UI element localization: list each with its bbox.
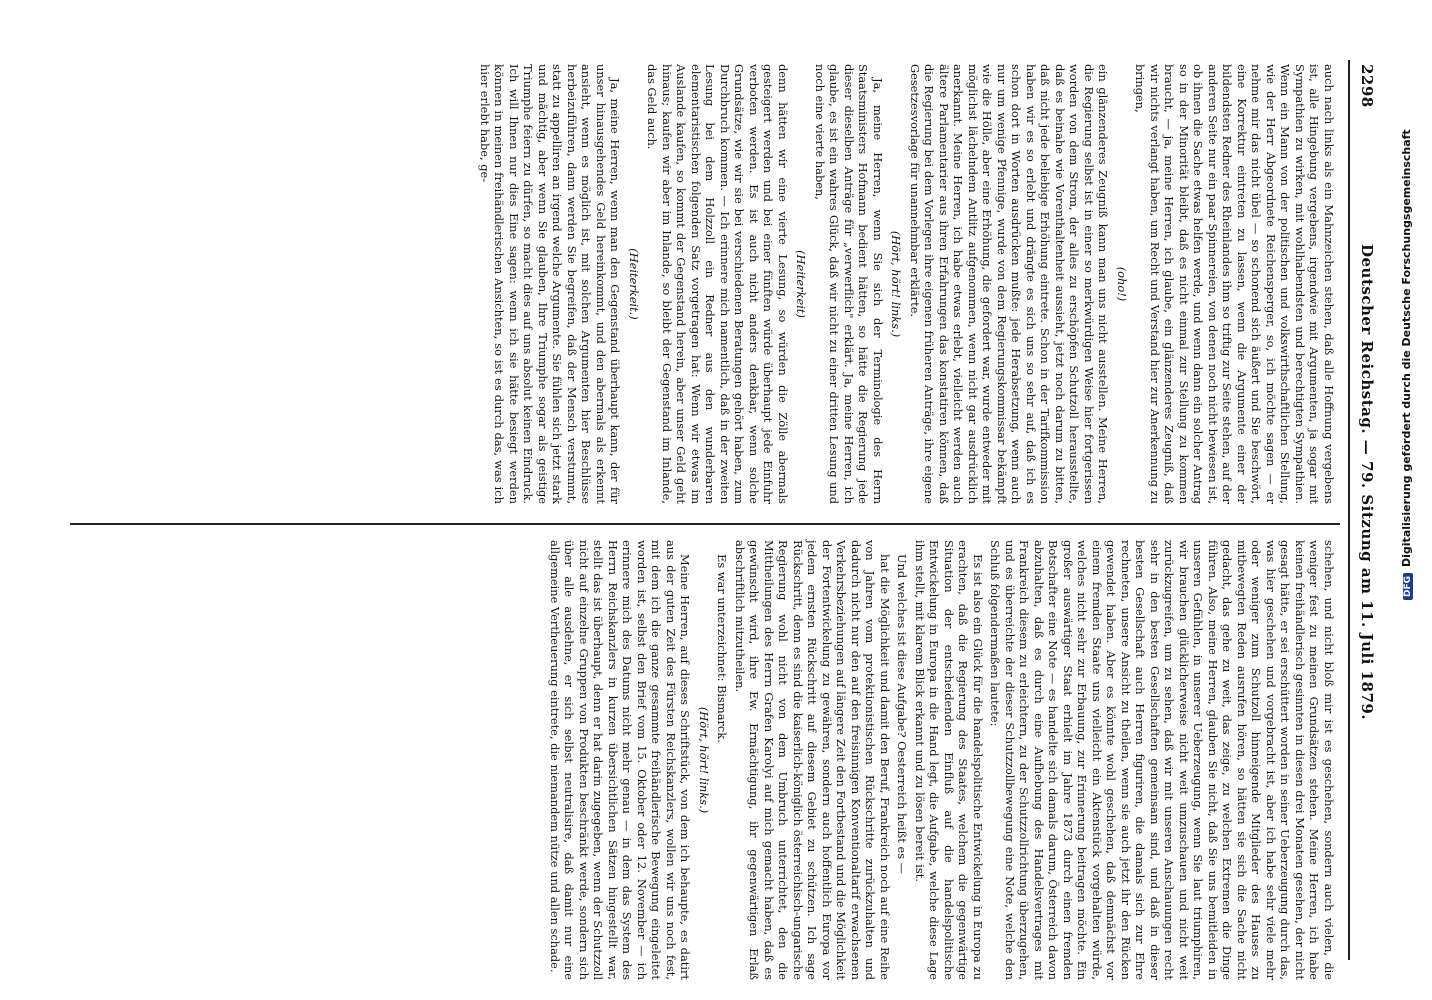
interjection: (Hört, hört! links.) <box>889 230 904 338</box>
running-head <box>1352 64 1376 954</box>
digitization-note <box>1400 129 1418 600</box>
paragraph: Meine Herren, auf dieses Schriftstück, von dem ich behaupte, es datirt aus der guten Zeit des Fürsten Reichskanzlers, wollen wir uns noch fest, mit dem ich die ganze gesammte freihändlerische Bewegung eingeleitet worden ist, selbst den Brief vom 15. Oktober oder 12. November — ich erinnere mich des Datums nicht mehr genau — in dem das System des Herrn Reichskanzlers in kurzen übersichtlichen Sätzen hingestellt war, stellt das ist überhaupt, denn er hat darin zugegeben, wenn der Schutzzoll nicht auf einzelne Gruppen von Produkten beschränkt werde, sondern sich über alle ausdehne, er sich selbst neutralisire, daß damit nur eine allgemeine Vertheuerung eintrete, die niemandem nütze und allen schade. <box>548 540 693 980</box>
column-divider <box>70 523 1340 525</box>
paragraph: Ja, meine Herren, wenn Sie sich der Terminologie des Herrn Staatsministers Hofmann bedient hätten, so hätte die Regierung jede dieser dieselben Anträge für „verwerflich" erklärt. Ja, meine Herren, ich glaube, es ist ein wahres Glück, daß wir nicht zu einer dritten Lesung und noch eine vierte haben, <box>813 64 885 504</box>
paragraph: schehen, und nicht bloß mir ist es geschehen, sondern auch vielen, die weniger fest zu meinen Grundsätzen stehen. Meine Herren, ich habe keinen freihändlerisch gesinnten in diesen drei Monaten gesehen, der nicht gesagt hätte, er sei erschüttert worden in seiner Ueberzeugung durch das, was hier geschehen und vorgebracht ist, aber ich habe sehr viele mehr oder weniger zum Schutzoll hinneigende Mitglieder des Hauses zu mitbewegten Reden ausrufen hören, so hätten sie sich die Sache nicht gedacht, das gehe zu weit, das zeige, zu welchen Extremen die Dinge führen. Also, meine Herren, glauben Sie nicht, daß Sie uns bemitleiden in unseren Gefühlen, in unserer Ueberzeugung, wenn Sie laut triumphiren, wir brauchen glücklicherweise nicht weit umzuschauen und nicht weit zurückzugreifen, um zu sehen, daß wir mit unseren Anschauungen recht sehr in den besten Gesellschaften gemeinsam sind, und daß in dieser besten Gesellschaft auch Herren figuriren, die damals sich zur Ehre rechneten, unsere Ansicht zu theilen, wenn sie auch jetzt ihr den Rücken gewendet haben. Aber es könnte wohl geschehen, daß demnächst vor einem fremden Staate uns vielleicht ein Aktenstück vorgehalten würde, welches nicht sehr zur Erbauung, zur Erinnerung beitragen möchte. Ein großer auswärtiger Staat erhielt im Jahre 1873 durch einen fremden Botschafter eine Note — es handelte sich damals darum, Österreich davon abzuhalten, daß es durch eine Aufhebung des Handelsvertrages mit Frankreich diesem zu erleichtern, zu der Schutzzollrichtung überzugehen, und es überreichte der dieser Schutzzollbewegung eine Note, welche den Schluß folgendermaßen lautete: <box>988 540 1336 980</box>
paragraph: ein glänzenderes Zeugniß kann man uns nicht ausstellen. Meine Herren, die Regierung selbst ist in einer so merkwürdigen Weise hier fortgerissen worden von dem Strom, der alles zu erschöpfen Schutzoll herausstellte, daß es beinahe wie Vorenthaltenheit aussieht, jetzt noch darum zu bitten, daß nicht jede beliebige Erhöhung eintrete. Schon in der Tarifkommission haben wir es so erlebt und drängte es sich uns so sehr auf, daß ich es schon dort in Worten ausdrücken mußte: jede Herabsetzung, wenn auch nur um wenige Pfennige, wurde von dem Regierungskommissar bekämpft wie die Hölle, aber eine Erhöhung, die gefordert war, wurde entweder mit möglichst lächelndem Antlitz aufgenommen, wenn nicht gar ausdrücklich anerkannt. Meine Herren, ich habe etwas erlebt, vielleicht werden auch ältere Parlamentarier aus ihren Erfahrungen das konstatiren können, daß die Regierung bei dem Vorlegen ihre eigenen früheren Anträge, ihre eigene Gesetzesvorlage für unannehmbar erklärte. <box>908 64 1111 504</box>
paragraph: Es war unterzeichnet: Bismarck. <box>715 554 730 743</box>
header-rule <box>1348 60 1350 960</box>
interjection: (Heiterkeit.) <box>627 248 641 320</box>
paragraph: Ja, meine Herren, wenn man den Gegenstand überhaupt kann, der für unser hinausgehendes Geld hereinkommt, und den abermals als erkennt ansieht, wenn es möglich ist, mit solchen Argumenten hier Beschlüsse herbeizuführen, dann werden Sie begreifen, daß der Mensch verstummt, statt zu appelliren an irgend welche Argumente. Sie fühlen sich jetzt stark und mächtig, aber wenn Sie glauben, Ihre Triumphe sogar als geistige Triumphe feiern zu dürfen, so macht dies auf uns absolut keinen Eindruck. Ich will Ihnen nur dies Eine sagen: wenn ich sie hätte besiegt werden können in meinen freihändlerischen Ansichten, so ist es durch das, was ich hier erlebt habe, ge- <box>478 64 623 504</box>
paragraph: Und welches ist diese Aufgabe? Oesterreich heißt es — <box>895 554 910 875</box>
digitization-text: Digitalisierung gefördert durch die Deutsche Forschungsgemeinschaft <box>1400 129 1413 567</box>
dfg-logo: DFG <box>1403 573 1413 600</box>
paragraph: denn hätten wir eine vierte Lesung, so würden die Zölle abermals gesteigert werden und bei einer fünften würde überhaupt jede Einfuhr verboten werden. Es ist auch nicht anders denkbar, wenn solche Grundsätze, wie wir sie bei verschiedenen Beratungen gehört haben, zum Durchbruch kommen. — Ich erinnere mich namentlich, daß in der zweiten Lesung bei dem Holzzoll ein Redner aus den wunderbaren elementaristischen folgenden Satz vorgetragen hat: Wenn wir etwas im Auslande kaufen, so kommt der Gegenstand herein, aber unser Geld geht hinaus; kaufen wir aber im Inlande, so bleibt der Gegenstand im Inlande, das Geld auch. <box>645 64 790 504</box>
left-column <box>475 64 1337 504</box>
paragraph: auch nach links als ein Mahnzeichen stehen, daß alle Hoffnung vergebens ist, alle Hingebung vergebens, irgendwie mit Argumenten, ja sogar mit Sympathien zu wirken, mit wohlhabendsten und berechtigten Sympathien. Wenn ein Mann von der politischen und volkswirthschaftlichen Stellung, wie der Herr Abgeordnete Reichensperger, so, ich möchte sagen — er nehme mir das nicht übel — so schonend sich äußert und Sie beschwört, eine Korrektur eintreten zu lassen, wenn die Argumente einer der bildendsten Redner des Rheinlandes ihm so triftig zur Seite stehen, auf der anderen Seite nur ein paar Spinnereien, von denen noch nicht bewiesen ist, ob ihnen die Sache etwas helfen werde, und wenn dann ein solcher Antrag so in der Minorität bleibt, daß es nicht einmal zur Stellung zu kommen braucht, — ja, meine Herren, ich glaube, ein glänzenderes Zeugniß, daß wir nichts verlangt haben, um Recht und Verstand hier zur Anerkennung zu bringen, <box>1133 64 1336 504</box>
interjection: (oho!) <box>1115 266 1129 302</box>
quoted-paragraph: hat die Möglichkeit und damit den Beruf, Frankreich noch auf eine Reihe von Jahren vom protektionistischen Rückschritte zurückzuhalten und dadurch nicht nur den auf den freisinnigen Konventionaltarif erwachsenen Verkehrsbeziehungen auf längere Zeit den Fortbestand und die Möglichkeit der Fortentwickelung zu gewähren, sondern auch hoffentlich Europa vor jedem ernsten Rückschritt auf diesem Gebiet zu schützen. Ich sage Rückschritt, denn es sind die kaiserlich-königlich österreichisch-ungarische Regierung wohl nicht von dem Umbruch unterrichtet, den die Mittheilungen des Herrn Grafen Karolyi auf mich gemacht haben, daß es gewünscht wird, ihre Ew. Ermächtigung, ihr gegenwärtigen Erlaß abschriftlich mitzutheilen. <box>733 540 892 980</box>
interjection: (Heiterkeit) <box>794 250 809 318</box>
right-column <box>545 540 1337 980</box>
page-header-title: Deutscher Reichstag. — 79. Sitzung am 11. Juli 1879. <box>1358 244 1376 721</box>
interjection: (Hört, hört! links.) <box>697 706 711 814</box>
quoted-paragraph: Es ist also ein Glück für die handelspolitische Entwickelung in Europa zu erachten, daß die Regierung des Staates, welchem die gegenwärtige Situation der entscheidenden Einfluß auf die handelspolitische Entwickelung in Europa in die Hand legt, die Aufgabe, welche diese Lage ihm stellt, mit klarem Blick erkannt und zu lösen bereit ist. <box>913 540 985 980</box>
page-number: 2298 <box>1358 64 1376 108</box>
